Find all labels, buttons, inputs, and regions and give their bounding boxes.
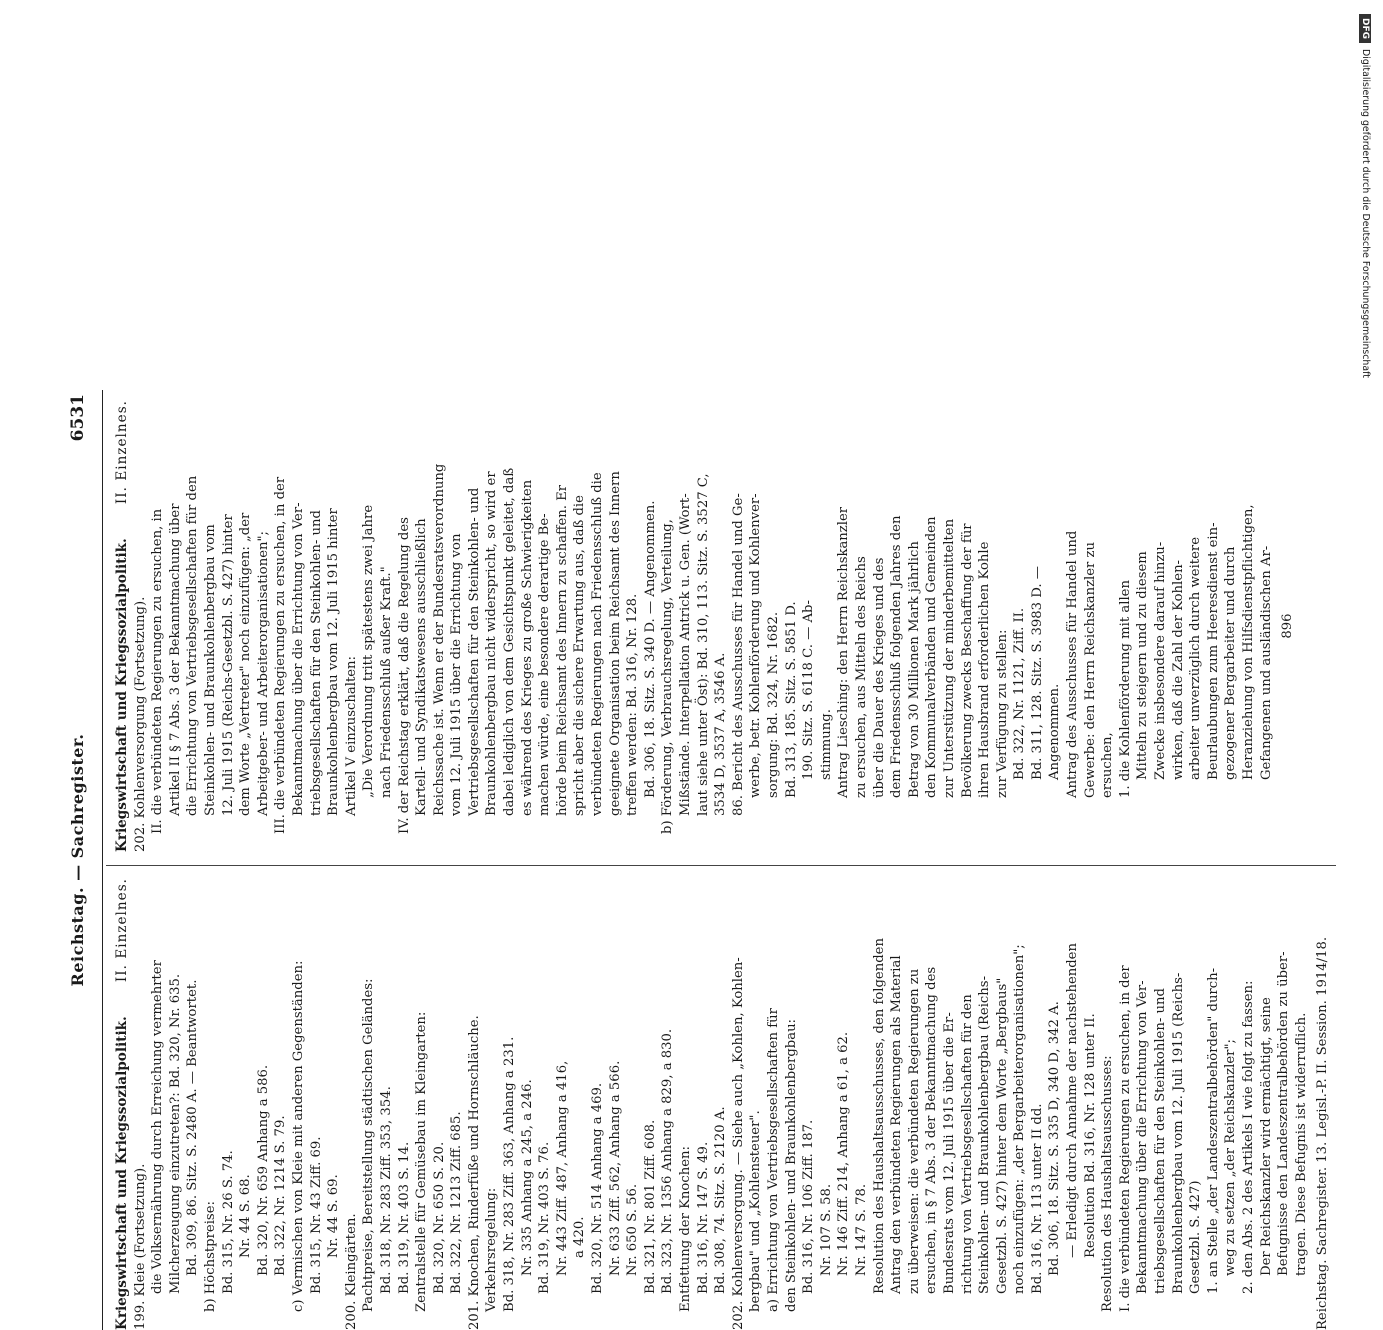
- text-line: Artikel II § 7 Abs. 3 der Bekanntmachung über: [167, 503, 183, 816]
- text-line: Braunkohlenbergbau nicht widerspricht, so wird er: [484, 471, 500, 816]
- funding-note-text-wrap: [1359, 14, 1371, 994]
- text-line: Nr. 443 Ziff. 487, Anhang a 416,: [554, 1060, 570, 1276]
- text-line: nach Friedensschluß außer Kraft.": [378, 566, 394, 798]
- text-line: Bd. 309, 86. Sitz. S. 2480 A. — Beantwortet.: [185, 979, 201, 1276]
- text-line: Bd. 321, Nr. 801 Ziff. 608.: [642, 1119, 658, 1294]
- text-line: machen würde, eine besondere derartige Be-: [537, 513, 553, 816]
- text-line: Bd. 322, Nr. 1213 Ziff. 685.: [449, 1111, 465, 1294]
- text-line: Bd. 316, Nr. 113 unter II dd.: [1029, 1103, 1045, 1294]
- text-line: Betrag von 30 Millionen Mark jährlich: [906, 541, 922, 798]
- text-line: ersuchen,: [1100, 732, 1116, 798]
- text-line: Steinkohlen- und Braunkohlenbergbau (Reichs-: [977, 975, 993, 1294]
- text-line: Artikel V einzuschalten:: [343, 656, 359, 816]
- text-line: Nr. 147 S. 78.: [853, 1183, 869, 1276]
- text-line: triebsgesellschaften für den Steinkohlen- und: [308, 510, 324, 816]
- text-line: 1. die Kohlenförderung mit allen: [1117, 580, 1133, 798]
- text-line: Verkehrsregelung:: [484, 1187, 500, 1312]
- text-line: Bd. 315, Nr. 43 Ziff. 69.: [308, 1136, 324, 1294]
- text-line: b) Förderung, Verbrauchsregelung, Verteilung,: [660, 519, 676, 834]
- text-line: Arbeitgeber- und Arbeiterorganisationen";: [255, 531, 271, 816]
- text-line: 1. an Stelle „der Landeszentralbehörden" durch-: [1205, 967, 1221, 1294]
- text-line: zur Unterstützung der minderbemittelten: [941, 518, 957, 798]
- page-upright: [62, 390, 1352, 1330]
- text-line: Pachtpreise, Bereitstellung städtischen Geländes:: [361, 978, 377, 1312]
- text-line: Nr. 146 Ziff. 214, Anhang a 61, a 62.: [836, 1031, 852, 1276]
- text-line: Braunkohlenbergbau vom 12. Juli 1915 (Reichs-: [1170, 972, 1186, 1294]
- text-line: Gewerbe: den Herrn Reichskanzler zu: [1082, 542, 1098, 798]
- text-line: IV. der Reichstag erklärt, daß die Regelung des: [396, 517, 412, 834]
- text-line: sorgung: Bd. 324, Nr. 1682.: [765, 611, 781, 798]
- left-section-heading: [114, 878, 132, 1330]
- text-line: zu überweisen: die verbündeten Regierungen zu: [906, 968, 922, 1294]
- text-line: noch einzufügen: „der Bergarbeiterorganisationen";: [1012, 944, 1028, 1294]
- right-column: [114, 400, 1297, 852]
- text-line: dabei lediglich von dem Gesichtspunkt geleitet, daß: [502, 467, 518, 816]
- right-column-lines: [132, 400, 1276, 852]
- text-line: a) Errichtung von Vertriebsgesellschaften für: [765, 1008, 781, 1312]
- text-line: weg zu setzen „der Reichskanzler";: [1223, 1039, 1239, 1276]
- text-line: laut siehe unter Öst): Bd. 310, 113. Sitz. S. 3527 C,: [695, 473, 711, 816]
- text-line: Bekanntmachung über die Errichtung von Ver-: [1135, 980, 1151, 1294]
- right-footer: 896: [1280, 613, 1296, 639]
- text-line: Bd. 308, 74. Sitz. S. 2120 A.: [713, 1106, 729, 1294]
- text-line: Bd. 319, Nr. 403 S. 76.: [537, 1141, 553, 1294]
- text-line: ihren Hausbrand erforderlichen Kohle: [977, 541, 993, 798]
- text-line: Befugnisse den Landeszentralbehörden zu über-: [1276, 951, 1292, 1276]
- column-divider: [106, 865, 1336, 866]
- text-line: Zentralstelle für Gemüsebau im Kleingarten:: [414, 1011, 430, 1312]
- text-line: wirken, daß die Zahl der Kohlen-: [1170, 559, 1186, 780]
- text-line: Nr. 633 Ziff. 562, Anhang a 566.: [607, 1060, 623, 1276]
- text-line: Bd. 311, 128. Sitz. S. 3983 D. —: [1029, 566, 1045, 780]
- text-line: c) Vermischen von Kleie mit anderen Gegenständen:: [290, 960, 306, 1312]
- text-line: Angenommen.: [1047, 683, 1063, 780]
- text-line: Bd. 322, Nr. 1121, Ziff. II.: [1012, 607, 1028, 780]
- text-line: werbe, betr. Kohlenförderung und Kohlenver-: [748, 493, 764, 798]
- right-section-heading: [114, 400, 132, 852]
- text-line: Nr. 107 S. 58.: [818, 1183, 834, 1276]
- text-line: 12. Juli 1915 (Reichs-Gesetzbl. S. 427) hinter: [220, 514, 236, 816]
- text-line: Bd. 322, Nr. 1214 S. 79.: [273, 1115, 289, 1276]
- dfg-logo: DFG: [1359, 14, 1371, 43]
- text-line: über die Dauer des Krieges und des: [871, 557, 887, 798]
- left-column-lines: [132, 878, 1311, 1330]
- text-line: den Steinkohlen- und Braunkohlenbergbau:: [783, 1018, 799, 1312]
- text-line: treffen werden: Bd. 316, Nr. 128.: [625, 593, 641, 816]
- text-line: den Kommunalverbänden und Gemeinden: [924, 516, 940, 798]
- text-line: Antrag Liesching: den Herrn Reichskanzler: [836, 506, 852, 798]
- text-line: Bd. 318, Nr. 283 Ziff. 363, Anhang a 231.: [502, 1036, 518, 1312]
- text-line: Resolution des Haushaltsausschusses:: [1100, 1055, 1116, 1312]
- text-line: tragen. Diese Befugnis ist widerruflich.: [1293, 1012, 1309, 1276]
- text-line: Beurlaubungen zum Heeresdienst ein-: [1205, 522, 1221, 780]
- text-line: 2. den Abs. 2 des Artikels I wie folgt zu fassen:: [1241, 980, 1256, 1294]
- text-line: Bekanntmachung über die Errichtung von Ver-: [290, 502, 306, 816]
- text-line: — Erledigt durch Annahme der nachstehenden: [1065, 943, 1081, 1258]
- text-line: spricht aber die sichere Erwartung aus, daß die: [572, 495, 588, 816]
- text-line: ersuchen, in § 7 Abs. 3 der Bekanntmachung des: [924, 966, 940, 1294]
- text-line: Reichssache ist. Wenn er der Bundesratsverordnung: [431, 463, 447, 816]
- page-number: 6531: [68, 394, 88, 442]
- text-line: arbeiter unverzüglich durch weitere: [1188, 537, 1204, 780]
- text-line: Bd. 320, Nr. 659 Anhang a 586.: [255, 1064, 271, 1276]
- text-line: 200. Kleingärten.: [343, 1213, 359, 1330]
- text-line: 202. Kohlenversorgung (Fortsetzung).: [132, 596, 148, 852]
- text-line: Entfettung der Knochen:: [678, 1146, 693, 1312]
- text-line: dem Worte „Vertreter" noch einzufügen: „der: [238, 512, 254, 816]
- text-line: Kartell- und Syndikatswesens ausschließlich: [414, 518, 430, 816]
- text-line: hörde beim Reichsamt des Innern zu schaffen. Er: [554, 484, 570, 816]
- text-line: richtung von Vertriebsgesellschaften für den: [959, 994, 975, 1294]
- text-line: Bd. 315, Nr. 26 S. 74.: [220, 1150, 236, 1294]
- text-line: es während des Krieges zu große Schwierigkeiten: [519, 479, 535, 816]
- left-heading-right: II. Einzelnes.: [114, 878, 130, 983]
- left-footer: Reichstag. Sachregister. 13. Legisl.-P. II. Session. 1914/18.: [1315, 936, 1331, 1330]
- text-line: Bevölkerung zwecks Beschaffung der für: [959, 523, 975, 798]
- left-heading-text: Kriegswirtschaft und Kriegssozialpolitik.: [114, 1016, 130, 1330]
- text-line: die Errichtung von Vertriebsgesellschaften für den: [185, 475, 201, 816]
- text-line: Resolution des Haushaltsausschusses, den folgenden: [871, 938, 887, 1294]
- text-line: 202. Kohlenversorgung. — Siehe auch „Kohlen, Kohlen-: [730, 957, 746, 1330]
- text-line: II. die verbündeten Regierungen zu ersuchen, in: [150, 508, 166, 834]
- text-line: III. die verbündeten Regierungen zu ersuchen, in der: [273, 476, 289, 834]
- text-line: dem Friedensschluß folgenden Jahres den: [889, 515, 905, 798]
- text-line: Mitteln zu steigern und zu diesem: [1135, 551, 1151, 780]
- text-line: b) Höchstpreise:: [202, 1201, 218, 1312]
- page-header: [62, 390, 103, 1330]
- text-line: Bd. 318, Nr. 283 Ziff. 353, 354.: [378, 1086, 394, 1294]
- text-line: I. die verbündeten Regierungen zu ersuchen, in der: [1117, 965, 1133, 1312]
- text-line: zur Verfügung zu stellen:: [994, 629, 1010, 798]
- text-line: gezogener Bergarbeiter und durch: [1223, 546, 1239, 780]
- text-line: Zwecke insbesondere darauf hinzu-: [1153, 541, 1169, 780]
- text-line: Bd. 319, Nr. 403 S. 14.: [396, 1141, 412, 1294]
- text-line: Bd. 316, Nr. 106 Ziff. 187.: [801, 1119, 817, 1294]
- text-line: Bd. 320, Nr. 650 S. 20.: [431, 1141, 447, 1294]
- funding-note-text: Digitalisierung gefördert durch die Deutsche Forschungsgemeinschaft: [1360, 49, 1371, 378]
- text-line: geeignete Organisation beim Reichsamt des Innern: [607, 471, 623, 816]
- text-line: Bd. 313, 185. Sitz. S. 5851 D.: [783, 601, 799, 798]
- text-line: bergbau" und „Kohlensteuer".: [748, 1110, 764, 1312]
- text-line: Vertriebsgesellschaften für den Steinkohlen- und: [466, 487, 482, 816]
- text-line: triebsgesellschaften für den Steinkohlen- und: [1153, 988, 1169, 1294]
- text-line: 3534 D, 3537 A, 3546 A.: [713, 652, 729, 816]
- text-line: Antrag des Ausschusses für Handel und: [1065, 530, 1081, 798]
- text-line: stimmung.: [818, 709, 834, 780]
- text-line: vom 12. Juli 1915 über die Errichtung von: [449, 533, 465, 816]
- text-line: Mißstände. Interpellation Antrick u. Gen. (Wort-: [678, 493, 693, 816]
- text-line: Steinkohlen- und Braunkohlenbergbau vom: [202, 524, 218, 816]
- text-line: zu ersuchen, aus Mitteln des Reichs: [853, 556, 869, 798]
- text-line: Bundesrats vom 12. Juli 1915 über die Er-: [941, 1012, 957, 1294]
- right-heading-right: II. Einzelnes.: [114, 400, 130, 505]
- text-line: Bd. 320, Nr. 514 Anhang a 469.: [590, 1082, 606, 1294]
- text-line: 201. Knochen, Rinderfüße und Hornschläuche.: [466, 1015, 482, 1330]
- text-line: die Volksernährung durch Erreichung vermehrter: [150, 960, 166, 1294]
- page-title: Reichstag. — Sachregister.: [68, 733, 87, 987]
- text-line: Bd. 316, Nr. 147 S. 49.: [695, 1141, 711, 1294]
- text-line: Nr. 650 S. 56.: [625, 1183, 641, 1276]
- text-line: verbündeten Regierungen nach Friedensschluß die: [590, 472, 606, 816]
- text-line: Nr. 44 S. 68.: [238, 1174, 254, 1258]
- text-line: Gefangenen und ausländischen Ar-: [1258, 545, 1274, 780]
- text-line: 190. Sitz. S. 6118 C. — Ab-: [801, 600, 817, 780]
- text-line: Bd. 306, 18. Sitz. S. 335 D, 340 D, 342 A.: [1047, 1001, 1063, 1276]
- text-line: 86. Bericht des Ausschusses für Handel und Ge-: [730, 493, 746, 816]
- text-line: 199. Kleie (Fortsetzung).: [132, 1163, 148, 1330]
- text-line: Heranziehung von Hilfsdienstpflichtigen,: [1241, 504, 1256, 780]
- text-line: Milcherzeugung einzutreten?: Bd. 320, Nr. 635.: [167, 973, 183, 1294]
- text-line: Bd. 323, Nr. 1356 Anhang a 829, a 830.: [660, 1028, 676, 1294]
- text-line: Nr. 335 Anhang a 245, a 246.: [519, 1079, 535, 1276]
- text-line: „Die Verordnung tritt spätestens zwei Jahre: [361, 504, 377, 798]
- right-heading-text: Kriegswirtschaft und Kriegssozialpolitik.: [114, 538, 130, 852]
- text-line: a 420.: [572, 1216, 588, 1258]
- text-line: Gesetzbl. S. 427): [1188, 1180, 1204, 1294]
- funding-note: [1347, 14, 1377, 994]
- text-line: Gesetzbl. S. 427) hinter dem Worte „Bergbaus": [994, 977, 1010, 1294]
- text-line: Nr. 44 S. 69.: [326, 1174, 342, 1258]
- left-column: [114, 878, 1332, 1330]
- text-line: Der Reichskanzler wird ermächtigt, seine: [1258, 997, 1274, 1276]
- text-line: Bd. 306, 18. Sitz. S. 340 D. — Angenommen.: [642, 500, 658, 798]
- text-line: Antrag den verbündeten Regierungen als Material: [889, 955, 905, 1294]
- text-line: Resolution Bd. 316, Nr. 128 unter II.: [1082, 1013, 1098, 1258]
- text-line: Braunkohlenbergbau vom 12. Juli 1915 hinter: [326, 508, 342, 816]
